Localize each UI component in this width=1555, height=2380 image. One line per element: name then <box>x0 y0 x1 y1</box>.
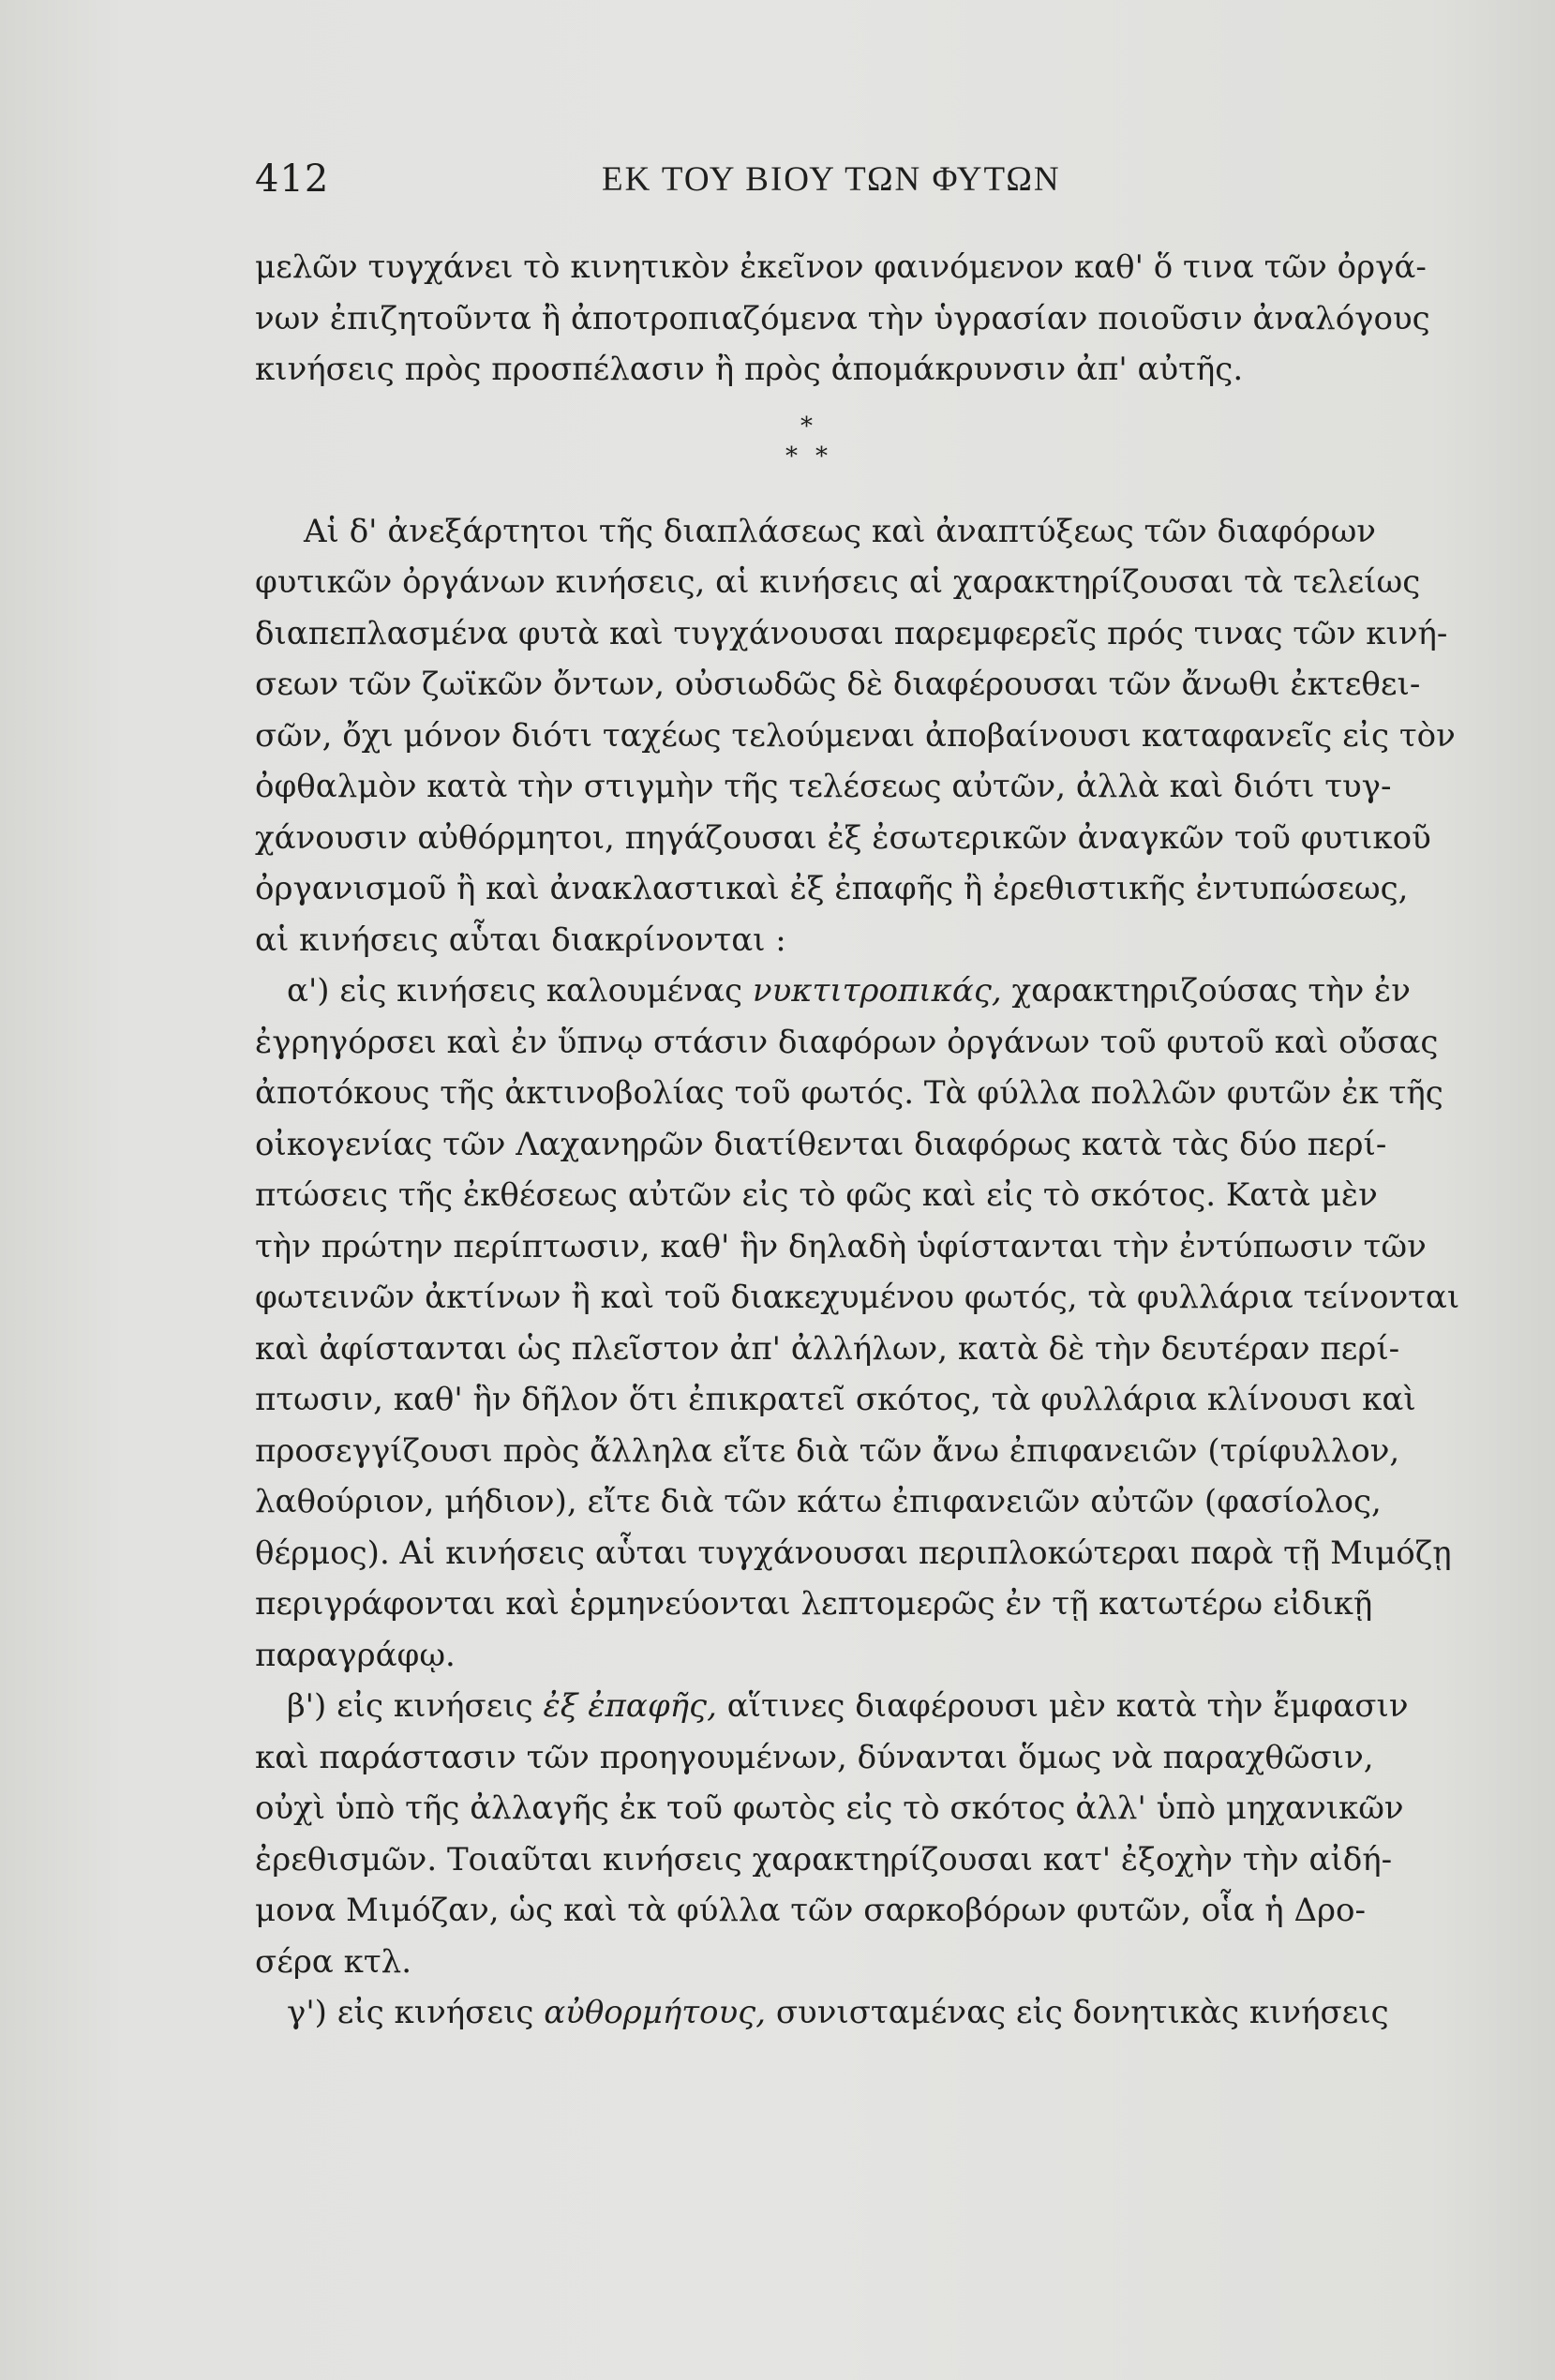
text-line: κινήσεις πρὸς προσπέλασιν ἢ πρὸς ἀπομάκρυνσιν ἀπ' αὐτῆς. <box>255 351 1244 388</box>
text-line: μονα Μιμόζαν, ὡς καὶ τὰ φύλλα τῶν σαρκοβόρων φυτῶν, οἷα ἡ Δρο- <box>255 1892 1366 1929</box>
asterisk-icon: * <box>800 412 813 441</box>
list-item-a <box>255 965 1417 1017</box>
text-line: πτώσεις τῆς ἐκθέσεως αὐτῶν εἰς τὸ φῶς καὶ εἰς τὸ σκότος. Κατὰ μὲν <box>255 1176 1378 1214</box>
text-line: μελῶν τυγχάνει τὸ κινητικὸν ἐκεῖνον φαινόμενον καθ' ὅ τινα τῶν ὀργά- <box>255 248 1427 286</box>
text-line: σεων τῶν ζωϊκῶν ὄντων, οὐσιωδῶς δὲ διαφέρουσαι τῶν ἄνωθι ἐκτεθει- <box>255 666 1421 703</box>
item-lead: εἰς κινήσεις <box>336 1687 533 1725</box>
item-marker: β') <box>287 1687 327 1725</box>
text-line: διαπεπλασμένα φυτὰ καὶ τυγχάνουσαι παρεμφερεῖς πρός τινας τῶν κινή- <box>255 614 1448 652</box>
text-line: τὴν πρώτην περίπτωσιν, καθ' ἣν δηλαδὴ ὑφίστανται τὴν ἐντύπωσιν τῶν <box>255 1227 1427 1265</box>
text-line: ἐγρηγόρσει καὶ ἐν ὕπνῳ στάσιν διαφόρων ὀργάνων τοῦ φυτοῦ καὶ οὔσας <box>255 1023 1439 1061</box>
text-line: ὀφθαλμὸν κατὰ τὴν στιγμὴν τῆς τελέσεως αὐτῶν, ἀλλὰ καὶ διότι τυγ- <box>255 768 1392 805</box>
item-term: νυκτιτροπικάς, <box>752 972 1002 1010</box>
list-item-c <box>255 1987 1417 2039</box>
item-lead: εἰς κινήσεις <box>336 1994 534 2031</box>
page-number: 412 <box>255 157 330 201</box>
text-line: προσεγγίζουσι πρὸς ἄλληλα εἴτε διὰ τῶν ἄνω ἐπιφανειῶν (τρίφυλλον, <box>255 1431 1400 1470</box>
text-line: θέρμος). Αἱ κινήσεις αὗται τυγχάνουσαι περιπλοκώτεραι παρὰ τῇ Μιμόζῃ <box>255 1534 1452 1572</box>
list-item-b <box>255 1681 1417 1732</box>
item-marker: γ') <box>287 1994 327 2031</box>
text-line: σῶν, ὄχι μόνον διότι ταχέως τελούμεναι ἀποβαίνουσι καταφανεῖς εἰς τὸν <box>255 716 1456 755</box>
item-text: συνισταμένας εἰς δονητικὰς κινήσεις <box>775 1994 1389 2031</box>
text-line: παραγράφῳ. <box>255 1636 456 1674</box>
text-line: νων ἐπιζητοῦντα ἢ ἀποτροπιαζόμενα τὴν ὑγρασίαν ποιοῦσιν ἀναλόγους <box>255 299 1430 337</box>
asterism-ornament <box>255 396 1417 506</box>
text-line: οὐχὶ ὑπὸ τῆς ἀλλαγῆς ἐκ τοῦ φωτὸς εἰς τὸ σκότος ἀλλ' ὑπὸ μηχανικῶν <box>255 1789 1404 1827</box>
text-line: ὀργανισμοῦ ἢ καὶ ἀνακλαστικαὶ ἐξ ἐπαφῆς ἢ ἐρεθιστικῆς ἐντυπώσεως, <box>255 870 1409 907</box>
asterisk-icon: * <box>815 442 828 471</box>
text-line: Αἱ δ' ἀνεξάρτητοι τῆς διαπλάσεως καὶ ἀναπτύξεως τῶν διαφόρων <box>304 512 1376 550</box>
body-text <box>255 242 1460 2039</box>
item-term: αὐθορμήτους, <box>544 1994 767 2031</box>
asterisk-icon: * <box>785 442 798 471</box>
text-line: περιγράφονται καὶ ἑρμηνεύονται λεπτομερῶς ἐν τῇ κατωτέρω εἰδικῇ <box>255 1585 1373 1623</box>
text-line: σέρα κτλ. <box>255 1942 411 1981</box>
text-line: πτωσιν, καθ' ἣν δῆλον ὅτι ἐπικρατεῖ σκότος, τὰ φυλλάρια κλίνουσι καὶ <box>255 1381 1416 1418</box>
item-lead: εἰς κινήσεις καλουμένας <box>339 972 743 1010</box>
item-text: χαρακτηριζούσας τὴν ἐν <box>1011 972 1411 1010</box>
text-line: καὶ ἀφίστανται ὡς πλεῖστον ἀπ' ἀλλήλων, κατὰ δὲ τὴν δευτέραν περί- <box>255 1329 1400 1368</box>
text-line: ἀποτόκους τῆς ἀκτινοβολίας τοῦ φωτός. Τὰ φύλλα πολλῶν φυτῶν ἐκ τῆς <box>255 1074 1443 1112</box>
text-line: χάνουσιν αὐθόρμητοι, πηγάζουσαι ἐξ ἐσωτερικῶν ἀναγκῶν τοῦ φυτικοῦ <box>255 818 1431 857</box>
running-head <box>255 157 1286 214</box>
text-line: αἱ κινήσεις αὗται διακρίνονται : <box>255 921 786 959</box>
text-line: ἐρεθισμῶν. Τοιαῦται κινήσεις χαρακτηρίζουσαι κατ' ἐξοχὴν τὴν αἰδή- <box>255 1840 1393 1879</box>
text-line: λαθούριον, μήδιον), εἴτε διὰ τῶν κάτω ἐπιφανειῶν αὐτῶν (φασίολος, <box>255 1483 1382 1520</box>
item-text: αἵτινες διαφέρουσι μὲν κατὰ τὴν ἔμφασιν <box>726 1687 1409 1725</box>
text-line: φυτικῶν ὀργάνων κινήσεις, αἱ κινήσεις αἱ χαρακτηρίζουσαι τὰ τελείως <box>255 563 1421 601</box>
text-line: οἰκογενίας τῶν Λαχανηρῶν διατίθενται διαφόρως κατὰ τὰς δύο περί- <box>255 1125 1387 1163</box>
text-line: καὶ παράστασιν τῶν προηγουμένων, δύνανται ὅμως νὰ παραχθῶσιν, <box>255 1738 1374 1776</box>
item-marker: α') <box>287 972 330 1010</box>
text-line: φωτεινῶν ἀκτίνων ἢ καὶ τοῦ διακεχυμένου φωτός, τὰ φυλλάρια τείνονται <box>255 1279 1460 1316</box>
item-term: ἐξ ἐπαφῆς, <box>543 1687 717 1725</box>
running-title: ΕΚ ΤΟΥ ΒΙΟΥ ΤΩΝ ΦΥΤΩΝ <box>602 160 1061 199</box>
